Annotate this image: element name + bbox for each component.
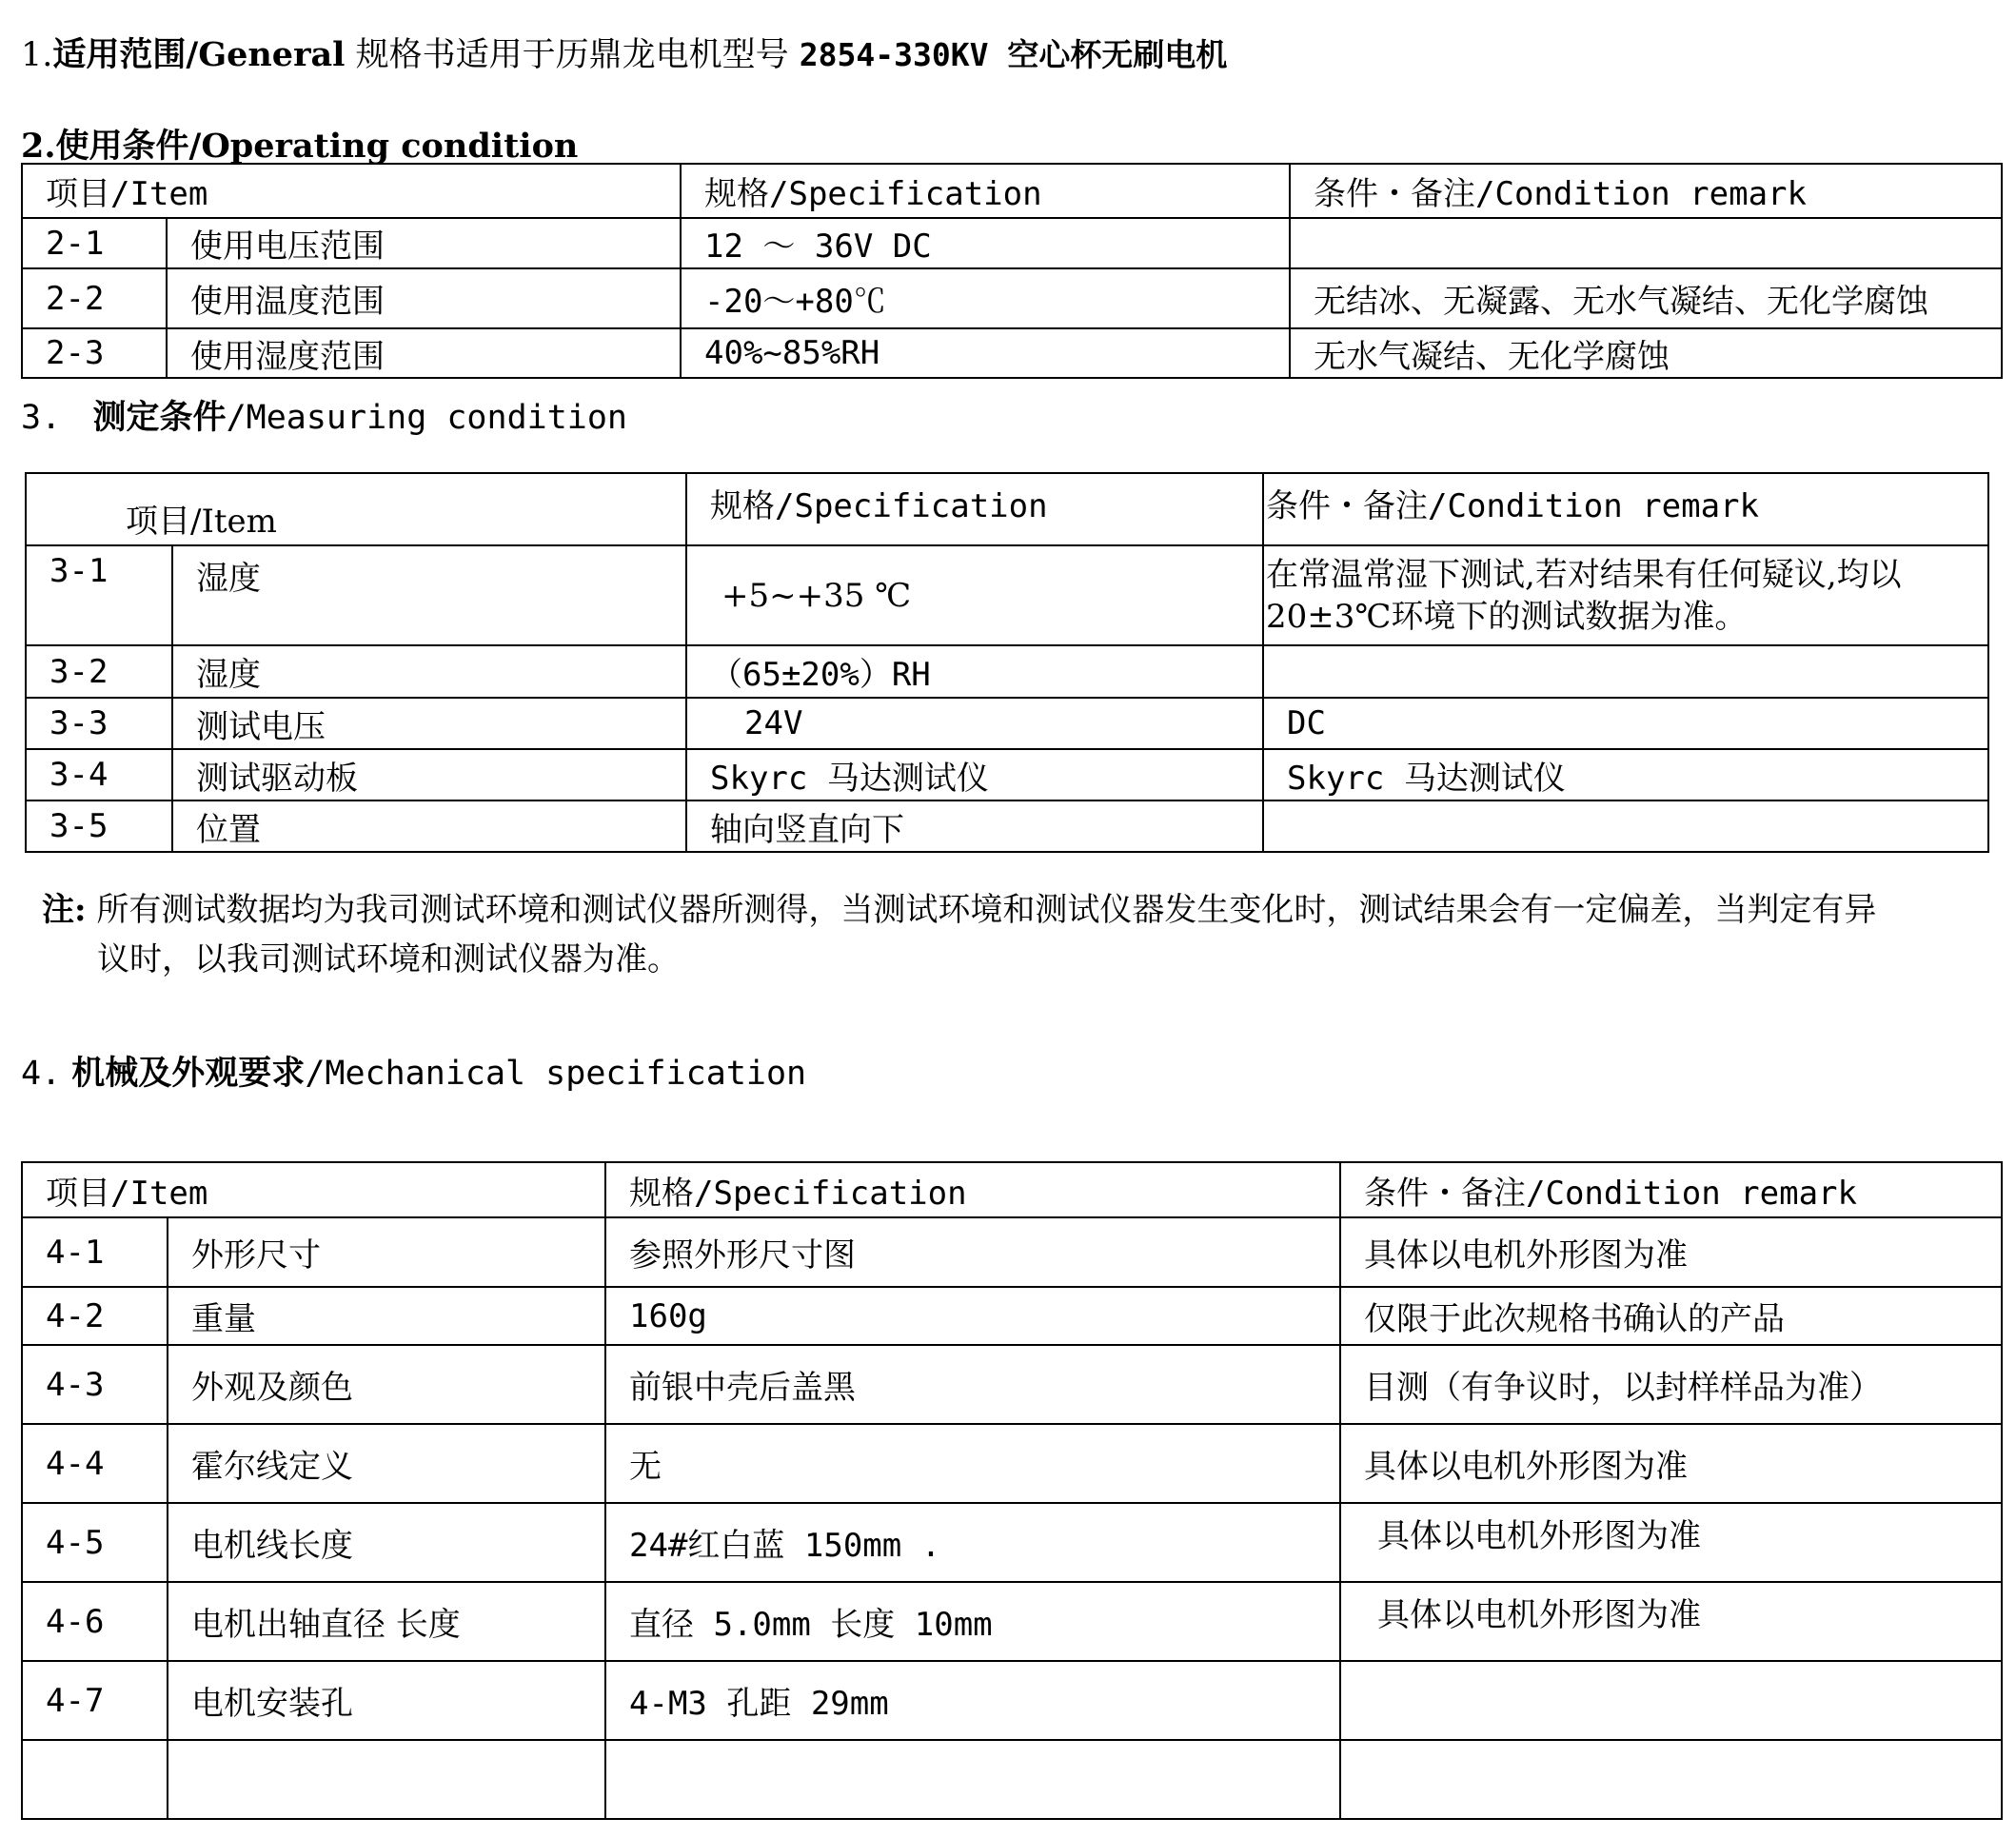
section-3-number: 3. (21, 399, 62, 437)
section-2-heading (21, 120, 578, 168)
row-spec: 24V (686, 698, 1263, 749)
section-4-title-cn: 机械及外观要求 (71, 1054, 306, 1093)
table-row (22, 218, 2002, 268)
header-spec: 规格/Specification (681, 164, 1290, 218)
row-number: 3-3 (26, 698, 172, 749)
row-spec: Skyrc 马达测试仪 (686, 749, 1263, 800)
row-spec: 4-M3 孔距 29mm (605, 1661, 1340, 1740)
row-remark: 目测（有争议时，以封样样品为准） (1340, 1345, 2002, 1424)
row-remark (1340, 1661, 2002, 1740)
row-number: 2-1 (22, 218, 167, 268)
row-number: 4-1 (22, 1217, 168, 1287)
row-remark: 具体以电机外形图为准 (1340, 1503, 2002, 1582)
row-spec: 直径 5.0mm 长度 10mm (605, 1582, 1340, 1661)
table-row (22, 1740, 2002, 1819)
row-item: 湿度 (172, 645, 686, 698)
header-item: 项目/Item (22, 1162, 605, 1217)
row-remark (1290, 218, 2002, 268)
header-item: 项目/Item (22, 164, 681, 218)
table-row (26, 698, 1988, 749)
row-item: 电机出轴直径 长度 (168, 1582, 605, 1661)
row-remark: 无结冰、无凝露、无水气凝结、无化学腐蚀 (1290, 268, 2002, 328)
section-4-number: 4. (21, 1055, 62, 1093)
row-number: 4-4 (22, 1424, 168, 1503)
section-3-title-cn: 测定条件 (92, 398, 227, 437)
row-remark: 具体以电机外形图为准 (1340, 1217, 2002, 1287)
table-header-row (26, 473, 1988, 545)
row-number: 4-2 (22, 1287, 168, 1345)
table-row (26, 749, 1988, 800)
table-row (26, 800, 1988, 852)
row-remark: DC (1263, 698, 1988, 749)
row-remark (1263, 645, 1988, 698)
row-remark: Skyrc 马达测试仪 (1263, 749, 1988, 800)
row-item (168, 1740, 605, 1819)
row-item: 重量 (168, 1287, 605, 1345)
note-block (42, 885, 2003, 984)
row-item: 外观及颜色 (168, 1345, 605, 1424)
table-row (22, 268, 2002, 328)
section-1-heading (21, 29, 1227, 76)
table-header-row (22, 164, 2002, 218)
table-header-row (22, 1162, 2002, 1217)
row-number: 3-1 (26, 545, 172, 645)
row-remark (1340, 1740, 2002, 1819)
row-spec: （65±20%）RH (686, 645, 1263, 698)
table-row (22, 1345, 2002, 1424)
row-number: 4-3 (22, 1345, 168, 1424)
row-spec: 轴向竖直向下 (686, 800, 1263, 852)
row-number: 3-2 (26, 645, 172, 698)
row-spec (605, 1740, 1340, 1819)
row-spec: 参照外形尺寸图 (605, 1217, 1340, 1287)
table-row (22, 1503, 2002, 1582)
header-remark: 条件・备注/Condition remark (1263, 473, 1988, 545)
row-spec: 12 ～ 36V DC (681, 218, 1290, 268)
table-row (22, 1661, 2002, 1740)
row-spec: +5~+35 ℃ (686, 545, 1263, 645)
table-row (22, 1287, 2002, 1345)
section-1-prefix: 1. (21, 36, 53, 74)
row-item: 测试驱动板 (172, 749, 686, 800)
section-4-heading (21, 1047, 806, 1095)
section-3-title-en: /Measuring condition (226, 399, 627, 437)
row-number (22, 1740, 168, 1819)
row-spec: -20～+80℃ (681, 268, 1290, 328)
row-number: 2-2 (22, 268, 167, 328)
header-spec: 规格/Specification (686, 473, 1263, 545)
row-item: 电机安装孔 (168, 1661, 605, 1740)
section-2-title: 2.使用条件/Operating condition (21, 127, 579, 166)
row-item: 位置 (172, 800, 686, 852)
header-item: 项目/Item (26, 473, 686, 545)
row-number: 2-3 (22, 328, 167, 378)
section-1-bold-label: 适用范围/General (52, 35, 346, 74)
row-remark: 具体以电机外形图为准 (1340, 1582, 2002, 1661)
row-item: 电机线长度 (168, 1503, 605, 1582)
row-item: 使用温度范围 (167, 268, 681, 328)
row-spec: 前银中壳后盖黑 (605, 1345, 1340, 1424)
row-remark: 具体以电机外形图为准 (1340, 1424, 2002, 1503)
operating-condition-table (21, 163, 2003, 379)
row-item: 使用湿度范围 (167, 328, 681, 378)
row-item: 湿度 (172, 545, 686, 645)
row-item: 霍尔线定义 (168, 1424, 605, 1503)
section-4-title-en: /Mechanical specification (305, 1055, 807, 1093)
note-line-2: 议时，以我司测试环境和测试仪器为准。 (97, 940, 680, 978)
header-remark: 条件・备注/Condition remark (1290, 164, 2002, 218)
row-spec: 无 (605, 1424, 1340, 1503)
table-row (22, 328, 2002, 378)
table-row (26, 645, 1988, 698)
note-label: 注: (42, 891, 87, 929)
section-3-heading (21, 391, 627, 439)
table-row (22, 1582, 2002, 1661)
mechanical-spec-table (21, 1161, 2003, 1820)
table-row (22, 1217, 2002, 1287)
row-item: 使用电压范围 (167, 218, 681, 268)
row-remark: 在常温常湿下测试,若对结果有任何疑议,均以20±3℃环境下的测试数据为准。 (1263, 545, 1988, 645)
row-number: 3-5 (26, 800, 172, 852)
row-remark: 无水气凝结、无化学腐蚀 (1290, 328, 2002, 378)
table-row (26, 545, 1988, 645)
row-spec: 160g (605, 1287, 1340, 1345)
section-1-text: 规格书适用于历鼎龙电机型号 (355, 36, 789, 74)
row-item: 测试电压 (172, 698, 686, 749)
row-number: 4-6 (22, 1582, 168, 1661)
row-number: 3-4 (26, 749, 172, 800)
table-row (22, 1424, 2002, 1503)
row-number: 4-7 (22, 1661, 168, 1740)
header-remark: 条件・备注/Condition remark (1340, 1162, 2002, 1217)
row-number: 4-5 (22, 1503, 168, 1582)
measuring-condition-table (25, 472, 1989, 853)
row-remark (1263, 800, 1988, 852)
header-spec: 规格/Specification (605, 1162, 1340, 1217)
note-line-1: 所有测试数据均为我司测试环境和测试仪器所测得，当测试环境和测试仪器发生变化时，测试结果会有一定偏差，当判定有异 (96, 891, 1877, 929)
row-spec: 40%~85%RH (681, 328, 1290, 378)
row-item: 外形尺寸 (168, 1217, 605, 1287)
row-spec: 24#红白蓝 150mm . (605, 1503, 1340, 1582)
row-remark: 仅限于此次规格书确认的产品 (1340, 1287, 2002, 1345)
motor-model: 2854-330KV 空心杯无刷电机 (799, 36, 1228, 73)
